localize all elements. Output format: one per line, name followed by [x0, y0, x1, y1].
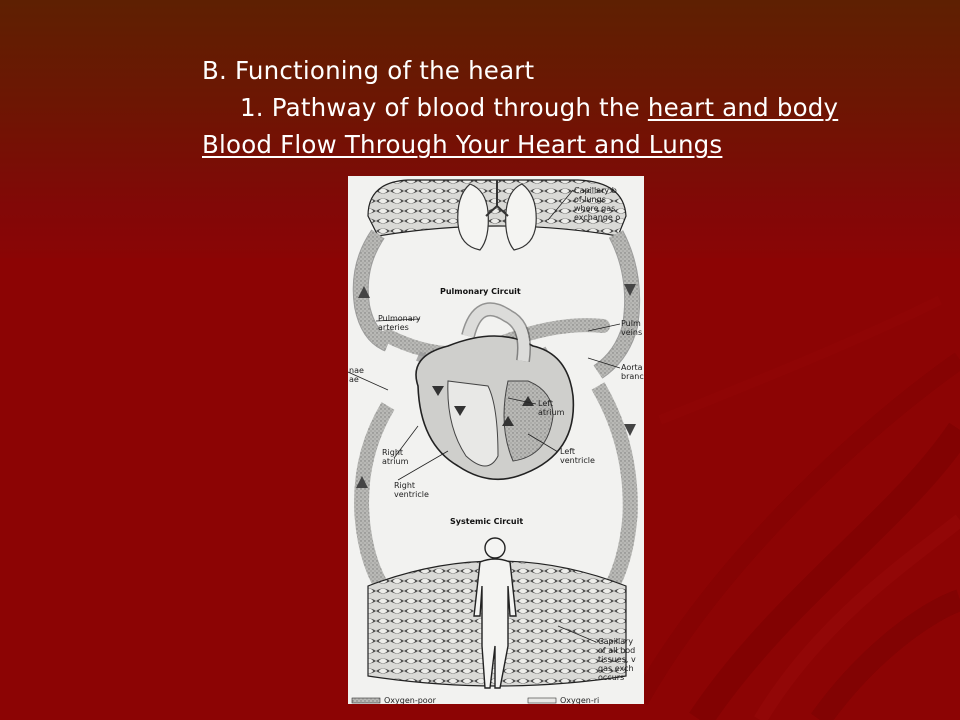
label-venae-1: nae [349, 366, 364, 375]
label-pulmonary-arteries-1: Pulmonary [378, 314, 421, 323]
label-capillary-body-2: of all bod [598, 646, 636, 655]
label-capillary-lungs-4: exchange o [574, 213, 621, 222]
heart-and-body-link[interactable]: heart and body [647, 93, 839, 122]
label-left-atrium-1: Left [538, 399, 554, 408]
label-capillary-body-3: tissues, v [598, 655, 636, 664]
label-pulmonary-arteries-2: arteries [378, 323, 409, 332]
legend-oxygen-rich: Oxygen-ri [560, 696, 600, 704]
slide-title-block [202, 52, 838, 163]
blood-flow-link-line [202, 126, 838, 163]
label-capillary-body-1: Capillary [598, 637, 634, 646]
label-capillary-lungs-1: Capillary b [574, 186, 617, 195]
slide-subheading [202, 89, 838, 126]
label-right-atrium-2: atrium [382, 457, 409, 466]
blood-flow-link[interactable]: Blood Flow Through Your Heart and Lungs [202, 130, 723, 159]
label-left-atrium-2: atrium [538, 408, 565, 417]
label-left-ventricle-1: Left [560, 447, 576, 456]
label-pulmonary-veins-1: Pulm [621, 319, 641, 328]
label-capillary-lungs-3: where gas [574, 204, 616, 213]
legend-swatch-poor [352, 698, 380, 703]
label-aorta-2: branc [621, 372, 644, 381]
label-capillary-body-4: gas exch [598, 664, 634, 673]
circulation-diagram-svg [348, 176, 644, 704]
label-left-ventricle-2: ventricle [560, 456, 595, 465]
label-right-atrium-1: Right [382, 448, 404, 457]
label-pulmonary-circuit: Pulmonary Circuit [440, 287, 521, 296]
label-systemic-circuit: Systemic Circuit [450, 517, 524, 526]
label-capillary-body-5: occurs [598, 673, 625, 682]
subheading-text: 1. Pathway of blood through the [240, 93, 648, 122]
label-aorta-1: Aorta [621, 363, 643, 372]
circulation-diagram [348, 176, 644, 704]
label-capillary-lungs-2: of lungs [574, 195, 606, 204]
label-right-ventricle-1: Right [394, 481, 416, 490]
label-venae-2: ae [349, 375, 359, 384]
legend-swatch-rich [528, 698, 556, 703]
label-pulmonary-veins-2: veins [621, 328, 643, 337]
label-right-ventricle-2: ventricle [394, 490, 429, 499]
slide-heading: B. Functioning of the heart [202, 56, 535, 85]
legend-oxygen-poor: Oxygen-poor [384, 696, 436, 704]
